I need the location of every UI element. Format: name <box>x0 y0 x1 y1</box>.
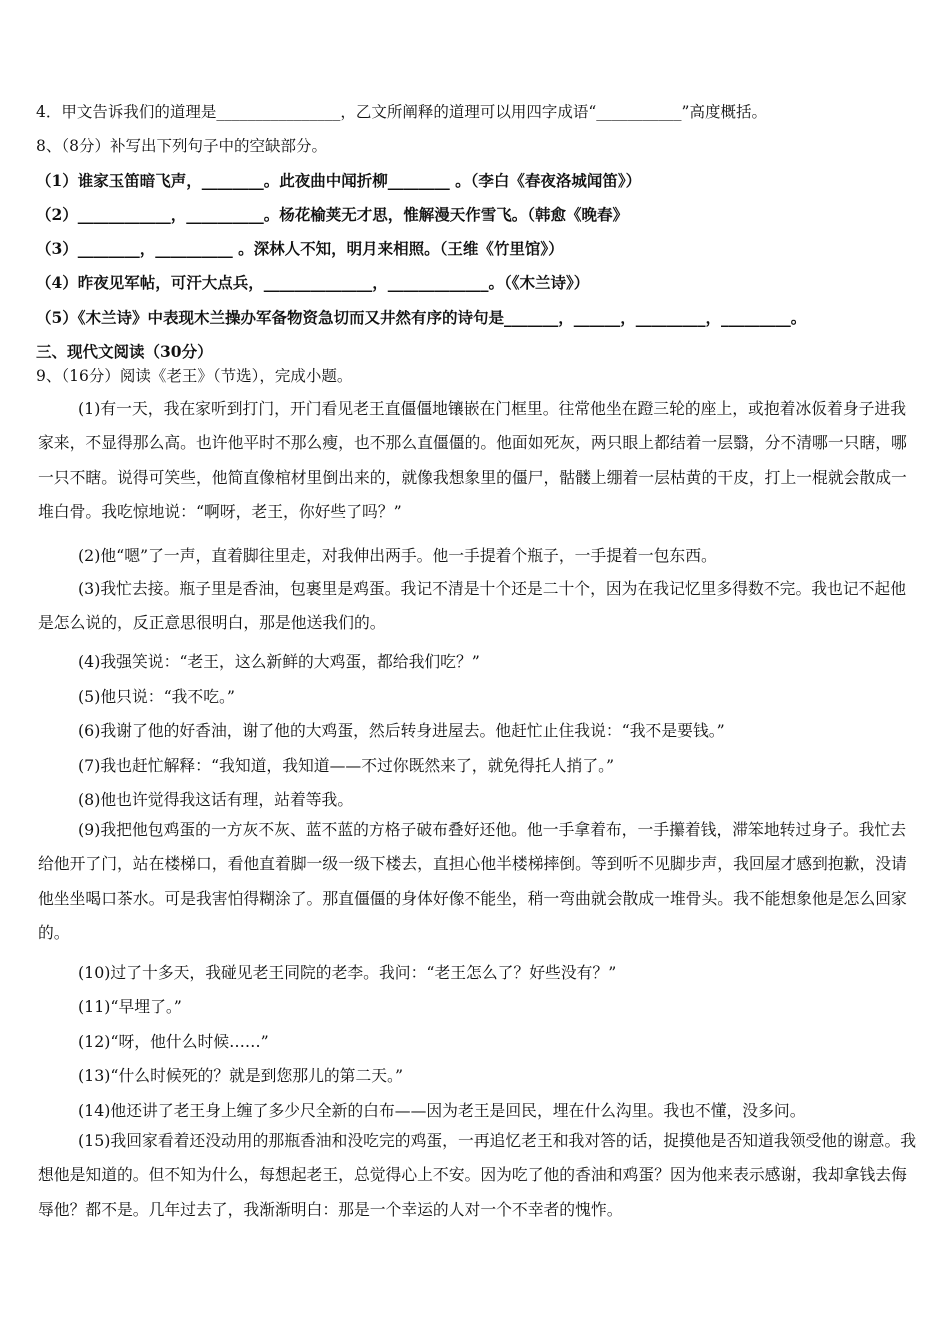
passage-paragraph-11: (11)“早埋了。” <box>78 997 182 1016</box>
question-8-item-3: （3）________，__________ 。深林人不知，明月来相照。（王维《竹里馆》） <box>36 239 564 258</box>
passage-paragraph-9: (9)我把他包鸡蛋的一方灰不灰、蓝不蓝的方格子破布叠好还他。他一手拿着布，一手攥着钱，滞笨地转过身子。我忙去给他开了门，站在楼梯口，看他直着脚一级一级下楼去，直担心他半楼梯摔倒。等到听不见脚步声，我回屋才感到抱歉，没请他坐坐喝口茶水。可是我害怕得糊涂了。那直僵僵的身体好像不能坐，稍一弯曲就会散成一堆骨头。我不能想象他是怎么回家的。 <box>38 820 907 943</box>
passage-paragraph-4: (4)我强笑说：“老王，这么新鲜的大鸡蛋，都给我们吃？” <box>78 652 480 671</box>
question-8-item-5: （5）《木兰诗》中表现木兰操办军备物资急切而又井然有序的诗句是_______，______，_________，_________。 <box>36 308 807 327</box>
question-8-item-1: （1）谁家玉笛暗飞声，________。此夜曲中闻折柳________ 。（李白《春夜洛城闻笛》） <box>36 171 642 190</box>
passage-paragraph-5: (5)他只说：“我不吃。” <box>78 687 236 706</box>
passage-paragraph-15: (15)我回家看着还没动用的那瓶香油和没吃完的鸡蛋，一再追忆老王和我对答的话，捉摸他是否知道我领受他的谢意。我想他是知道的。但不知为什么，每想起老王，总觉得心上不安。因为吃了他的香油和鸡蛋？因为他来表示感谢，我却拿钱去侮辱他？都不是。几年过去了，我渐渐明白：那是一个幸运的人对一个不幸者的愧怍。 <box>38 1131 917 1219</box>
passage-paragraph-6: (6)我谢了他的好香油，谢了他的大鸡蛋，然后转身进屋去。他赶忙止住我说：“我不是要钱。” <box>78 721 725 740</box>
passage-paragraph-10: (10)过了十多天，我碰见老王同院的老李。我问：“老王怎么了？好些没有？” <box>78 963 617 982</box>
question-8-heading: 8、（8分）补写出下列句子中的空缺部分。 <box>36 137 327 155</box>
passage-paragraph-3: (3)我忙去接。瓶子里是香油，包裹里是鸡蛋。我记不清是十个还是二十个，因为在我记忆里多得数不完。我也记不起他是怎么说的，反正意思很明白，那是他送我们的。 <box>38 579 907 633</box>
passage-paragraph-2: (2)他“嗯”了一声，直着脚往里走，对我伸出两手。他一手提着个瓶子，一手提着一包东西。 <box>78 546 717 565</box>
question-8-item-4: （4）昨夜见军帖，可汗大点兵，______________，_____________。（《木兰诗》） <box>36 273 590 292</box>
question-9-intro: 9、（16分）阅读《老王》（节选），完成小题。 <box>36 367 353 385</box>
question-4: 4．甲文告诉我们的道理是________________，乙文所阐释的道理可以用四字成语“___________”高度概括。 <box>36 103 767 121</box>
section-3-heading: 三、现代文阅读（30分） <box>36 342 213 361</box>
passage-paragraph-13: (13)“什么时候死的？就是到您那儿的第二天。” <box>78 1066 404 1085</box>
question-8-item-2: （2）____________，__________。杨花榆荚无才思，惟解漫天作雪飞。（韩愈《晚春》 <box>36 205 629 224</box>
passage-paragraph-7: (7)我也赶忙解释：“我知道，我知道——不过你既然来了，就免得托人捎了。” <box>78 756 615 775</box>
passage-paragraph-8: (8)他也许觉得我这话有理，站着等我。 <box>78 790 354 809</box>
passage-paragraph-1: (1)有一天，我在家听到打门，开门看见老王直僵僵地镶嵌在门框里。往常他坐在蹬三轮的座上，或抱着冰仮着身子进我家来，不显得那么高。也许他平时不那么瘦，也不那么直僵僵的。他面如死灰，两只眼上都结着一层翳，分不清哪一只瞎，哪一只不瞎。说得可笑些，他简直像棺材里倒出来的，就像我想象里的僵尸，骷髅上绷着一层枯黄的干皮，打上一棍就会散成一堆白骨。我吃惊地说：“啊呀，老王，你好些了吗？” <box>38 399 907 522</box>
passage-paragraph-12: (12)“呀，他什么时候……” <box>78 1032 269 1051</box>
passage-paragraph-14: (14)他还讲了老王身上缠了多少尺全新的白布——因为老王是回民，埋在什么沟里。我也不懂，没多问。 <box>78 1101 806 1120</box>
